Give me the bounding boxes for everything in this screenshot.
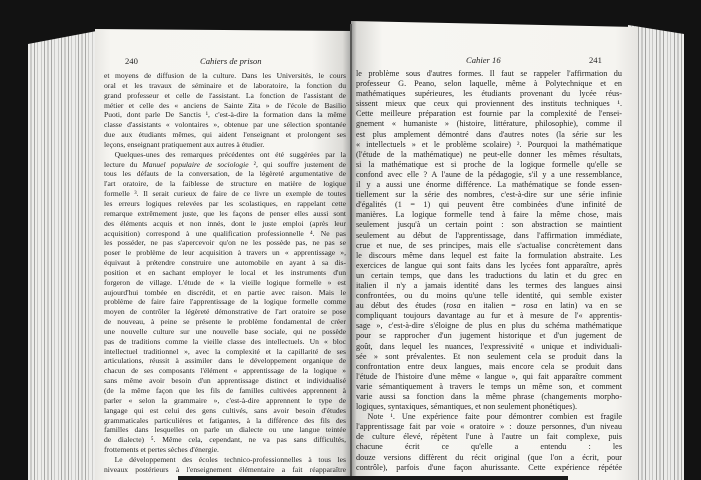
left-page-text-block xyxy=(104,71,346,475)
text-line: confrontées, ou du moins qu'une telle identité, qui semble exister xyxy=(356,291,622,301)
text-line: grammaticales particulières et fatigantes, à la différence des fils des xyxy=(104,415,346,425)
text-line: varie sémantiquement à travers le temps un même son, et comment xyxy=(356,381,622,391)
text-line: parler « selon la grammaire », c'est-à-dire apprennent le type de xyxy=(104,395,346,405)
text-line: forgeron de village. L'étude de « la vieille logique formelle » est xyxy=(104,277,346,287)
text-line: intellectuel traditionnel », avec la complexité et la capillarité de ses xyxy=(104,346,346,356)
text-line: Puoti, dont parle De Sanctis ¹, c'est-à-dire la formation dans la même xyxy=(104,110,346,120)
text-line: d'égalités (1 = 1) qui peuvent être combinées d'une infinité de xyxy=(356,200,622,210)
text-line: chacune écrit ce qu'elle a entendu : les xyxy=(356,442,622,452)
text-line: familles dans lesquelles on parle un dialecte ou une langue teintée xyxy=(104,425,346,435)
text-line: sage », c'est-à-dire s'éloigne de plus en plus du schéma mathématique xyxy=(356,321,622,331)
text-line: douze versions diffèrent du récit original (que l'on a écrit, pour xyxy=(356,452,622,462)
text-line: l'étude de l'histoire d'une même « langue », qui fait apparaître comment xyxy=(356,371,622,381)
text-line: niveaux postérieurs à l'enseignement élémentaire a fait réapparaître xyxy=(104,464,346,474)
text-run: en italien = xyxy=(460,301,524,311)
running-title: Cahier 16 xyxy=(466,55,501,65)
text-line: chacun de ses composants l'élément « apprentissage de la logique » xyxy=(104,366,346,376)
text-line xyxy=(104,160,346,170)
text-line: de nouveau, à peine se présente le problème fondamental de créer xyxy=(104,317,346,327)
text-run: lecture du xyxy=(104,159,143,169)
text-line: si la mathématique est si proche de la logique formelle qu'elle se xyxy=(356,159,622,169)
text-line: pour se rapprocher d'un jugement historique et d'un jugement de xyxy=(356,331,622,341)
text-line: classe d'assistants « volontaires », obtenue par une sélection spontanée xyxy=(104,120,346,130)
text-line: équivaut à prétendre construire une automobile en ayant à sa dis- xyxy=(104,258,346,268)
text-line: logiques, syntaxiques, sémantiques, et non seulement phonétiques). xyxy=(356,402,578,412)
text-line: varie aussi sa fonction dans la même phrase (changements morpho- xyxy=(356,392,622,401)
text-run: en latin) va en se xyxy=(537,301,622,311)
text-line: Quelques-unes des remarques précédentes ont été suggérées par la xyxy=(114,149,346,159)
page-stack-left xyxy=(28,30,102,480)
text-line: confrontation entre deux langues, mais encore cela se produit dans xyxy=(356,361,622,371)
text-line: de dialecte) ⁵. Même cela, cependant, ne va pas sans difficultés, xyxy=(104,435,346,445)
text-line: sissent mieux que ceux qui proviennent des instituts techniques ¹. xyxy=(356,99,622,109)
text-line: Note ¹. Une expérience faite pour démontrer combien est fragile xyxy=(367,412,622,422)
italic-run: rosa xyxy=(446,301,461,311)
text-line: aujourd'hui tombée en discrédit, et en partie avec raison. Mais le xyxy=(104,287,346,297)
text-line: « intellectuels » et le problème scolaire) ². Pourquoi la mathématique xyxy=(356,139,622,149)
text-line: seulement jusqu'à un certain point : son abstraction se maintient xyxy=(356,220,622,230)
text-line: problème de faire faire l'apprentissage de la logique formelle comme xyxy=(104,297,346,307)
text-line: une nouvelle culture sur une nouvelle base sociale, qui ne possède xyxy=(104,326,346,336)
text-line: est plus amplement démontré dans d'autres notes (la série sur les xyxy=(356,129,622,139)
text-line: un certain temps, que dans les traductions du latin et du grec en xyxy=(356,270,622,280)
text-line: position et en sachant employer le local et les instruments d'un xyxy=(104,267,346,277)
text-line: due aux étudiants mêmes, qui aident l'enseignant et prolongent ses xyxy=(104,130,346,140)
text-line: gnement « humaniste » (histoire, littérature, philosophie), comme il xyxy=(356,119,622,129)
text-line: articulations, réussit à assimiler dans le développement organique de xyxy=(104,356,346,366)
text-line: sans même avoir besoin d'un apprentissage distinct et individualisé xyxy=(104,376,346,386)
text-line: contrôle), parfois d'une façon ahurissante. Cette expérience répétée xyxy=(356,462,622,472)
text-line: leçons, enseignant pratiquement aux autres à étudier. xyxy=(104,139,265,149)
text-line xyxy=(356,301,622,311)
text-line: crue et nue, de ses principes, mais elle s'actualise concrètement dans xyxy=(356,240,622,250)
text-line: italien il n'y a jamais identité dans les termes des langues ainsi xyxy=(356,280,622,290)
text-line: le discours même dans lequel est faite la formulation abstraite. Les xyxy=(356,250,622,260)
italic-run: rosa xyxy=(523,301,538,311)
running-title: Cahiers de prison xyxy=(200,56,262,66)
text-line: le problème sous d'autres formes. Il faut se rappeler l'affirmation du xyxy=(356,69,622,78)
text-line: confond avec elle ? A l'aune de la pédagogie, s'il y a une ressemblance, xyxy=(356,169,622,179)
text-line: Cette meilleure préparation est fournie par la complexité de l'ensei- xyxy=(356,109,622,119)
text-run: ², qui souffre justement de xyxy=(248,159,346,169)
text-line: compliquant toujours davantage au fur et à mesure de l'« apprentis- xyxy=(356,311,622,321)
text-line: métier et celle des « anciens de Sainte Zita » de l'école de Basilio xyxy=(104,100,346,110)
text-line: de culture élevé, répètent l'une à l'autre un fait complexe, puis xyxy=(356,432,622,442)
text-line: acquisition) correspond à une qualification professionnelle ⁴. Ne pas xyxy=(104,228,346,238)
page-number: 241 xyxy=(589,55,602,65)
text-line: professeur G. Peano, selon laquelle, même à Polytechnique et en xyxy=(356,79,622,89)
text-run: au début des études ( xyxy=(356,301,447,311)
text-line: remarque extrêmement juste, que les façons de penser elles aussi sont xyxy=(104,208,346,218)
text-line: tiellement sur la série des nombres, c'est-à-dire sur une série infinie xyxy=(356,190,622,200)
text-line: langage qui est celui des gens cultivés, sans avoir besoin d'études xyxy=(104,405,346,415)
text-line: des éléments acquis et non innés, dont le juste emploi (après leur xyxy=(104,218,346,228)
text-line: formelle ³. Il serait curieux de faire de ce livre un exemple de toutes xyxy=(104,189,346,199)
text-line: oral et les travaux de séminaire et de laboratoire, la fonction du xyxy=(104,80,346,90)
text-line: il y a aussi une énorme différence. La mathématique se fonde essen- xyxy=(356,180,622,190)
right-page-text-block xyxy=(356,69,622,473)
italic-run: Manuel populaire de sociologie xyxy=(142,159,249,169)
text-line: frottements et pertes sèches d'énergie. xyxy=(104,445,219,455)
page-number: 240 xyxy=(125,56,138,66)
text-line: goût, dans lequel les nuances, l'expressivité « unique et individuali- xyxy=(356,341,622,351)
text-line: manières. La logique formelle tend à faire la même chose, mais xyxy=(356,210,622,220)
text-line: les posséder, ne pas s'apercevoir qu'on ne les possède pas, ne pas se xyxy=(104,238,346,248)
text-line: l'art oratoire, de la faiblesse de structure en matière de logique xyxy=(104,179,346,189)
text-line: (de la même façon que les fils de familles cultivées apprennent à xyxy=(104,386,346,395)
text-line: tous les défauts de la conversation, de la légèreté argumentative de xyxy=(104,169,346,179)
text-line: l'apprentissage fait par voie « oratoire » : douze personnes, d'un niveau xyxy=(356,422,622,432)
text-line: poser le problème de leur acquisition à travers un « apprentissage », xyxy=(104,248,346,258)
text-line: et moyens de diffusion de la culture. Dans les Universités, le cours xyxy=(104,71,346,80)
desk-shadow-bar xyxy=(178,476,568,480)
text-line: mathématiques supérieures, les étudiants provenant du lycée réus- xyxy=(356,89,622,99)
book-gutter xyxy=(350,24,352,480)
text-line: grand professeur et celle de l'assistant. La fonction de l'assistant de xyxy=(104,90,346,100)
text-line: Le développement des écoles technico-professionnelles à tous les xyxy=(114,454,346,464)
text-line: (l'étude de la mathématique) ne peut-elle donner les mêmes résultats, xyxy=(356,149,622,159)
text-line: sée » sont prévalentes. Et non seulement cela se produit dans la xyxy=(356,351,622,361)
text-line: moyen de contrôler la légèreté démonstrative de l'art oratoire se pose xyxy=(104,307,346,317)
text-line: pas de traditions comme la vieille classe des intellectuels. Un « bloc xyxy=(104,336,346,346)
text-line: exercices de langue qui sont faits dans les lycées font apparaître, après xyxy=(356,260,622,270)
text-line: seulement au début de l'apprentissage, dans l'affirmation immédiate, xyxy=(356,230,622,240)
text-line: les erreurs logiques relevées par les scolastiques, en rappelant cette xyxy=(104,198,346,208)
